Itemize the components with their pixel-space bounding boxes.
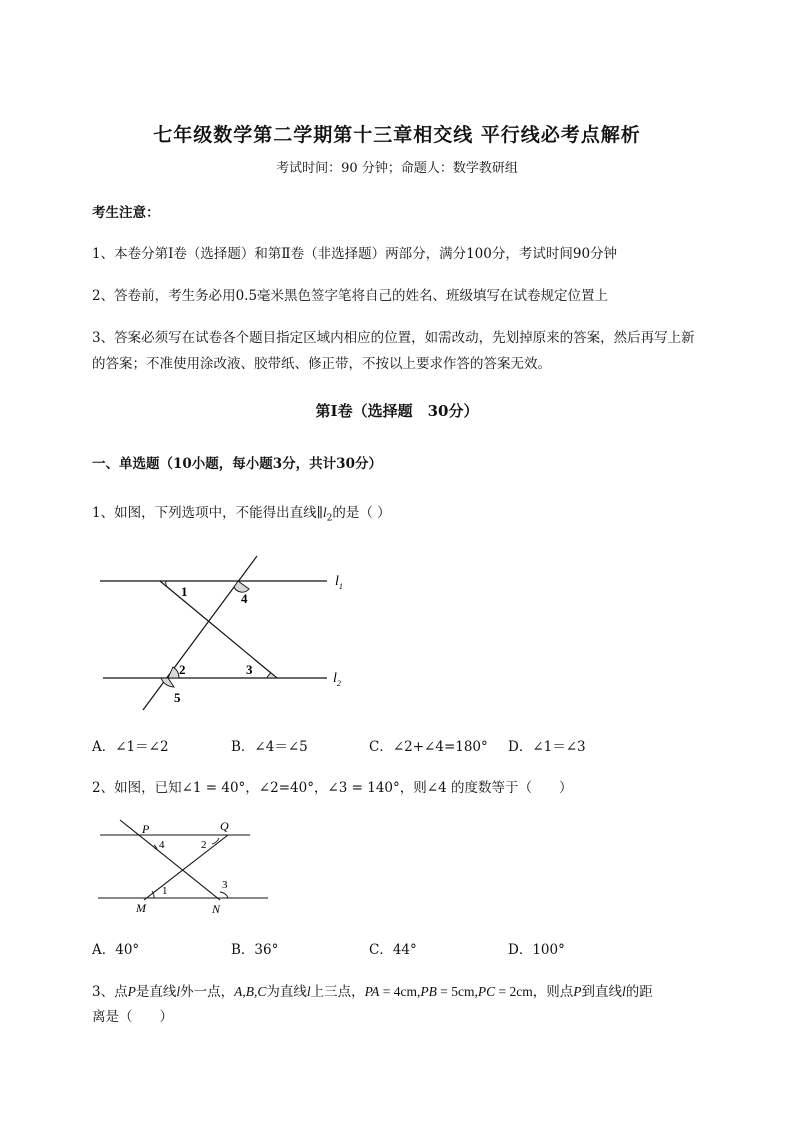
q1-option-c[interactable]: C．∠2+∠4=180°	[369, 739, 488, 755]
label-angle-1: 1	[162, 885, 168, 897]
label-l2: $l_2$	[333, 671, 341, 688]
notice-heading: 考生注意：	[92, 205, 160, 221]
point-q: Q	[220, 819, 229, 833]
q1-option-b[interactable]: B．∠4＝∠5	[231, 739, 308, 755]
line-mq	[144, 835, 228, 900]
label-2: 2	[179, 662, 186, 677]
notice-item-3-cont: 的答案；不准使用涂改液、胶带纸、修正带，不按以上要求作答的答案无效。	[92, 356, 551, 372]
label-l1: $l_1$	[335, 574, 343, 591]
label-1: 1	[181, 584, 188, 599]
label-4: 4	[241, 591, 248, 606]
notice-item-2: 2、答卷前，考生务必用0.5毫米黑色签字笔将自己的姓名、班级填写在试卷规定位置上	[92, 288, 609, 304]
label-angle-3: 3	[222, 879, 228, 891]
question-3-stem: 3、点P是直线l外一点，A,B,C为直线l上三点，PA = 4cm,PB = 5cm,PC = 2cm，则点P到直线l的距	[92, 984, 653, 1000]
section-title: 第Ⅰ卷（选择题 30分）	[315, 402, 479, 420]
label-angle-4: 4	[159, 839, 165, 851]
question-1-stem: 1、如图，下列选项中，不能得出直线$\parallel l_2$的是（ ）	[92, 505, 391, 524]
label-3: 3	[246, 662, 253, 677]
label-angle-2: 2	[201, 839, 207, 851]
question-3-stem-cont: 离是（ ）	[92, 1009, 173, 1025]
notice-item-1: 1、本卷分第Ⅰ卷（选择题）和第Ⅱ卷（非选择题）两部分，满分100分，考试时间90分钟	[92, 246, 618, 262]
exam-info: 考试时间：90 分钟；命题人：数学教研组	[276, 161, 518, 176]
angle-3-arc	[220, 892, 228, 898]
question-2-figure	[92, 814, 272, 920]
q2-option-a[interactable]: A．40°	[92, 942, 140, 958]
angle-2-mark	[168, 667, 179, 678]
notice-item-3: 3、答案必须写在试卷各个题目指定区域内相应的位置，如需改动，先划掉原来的答案，然后再写上新	[92, 330, 695, 346]
angle-3-mark	[267, 673, 277, 678]
q2-option-d[interactable]: D．100°	[508, 942, 565, 958]
q1-option-a[interactable]: A．∠1＝∠2	[92, 739, 169, 755]
angle-1-mark	[160, 581, 167, 587]
page-title: 七年级数学第二学期第十三章相交线 平行线必考点解析	[153, 124, 641, 146]
transversal-1	[143, 556, 257, 710]
q2-option-c[interactable]: C．44°	[369, 942, 417, 958]
q2-option-b[interactable]: B．36°	[231, 942, 279, 958]
label-5: 5	[174, 690, 181, 705]
line-pn	[120, 820, 220, 900]
question-2-stem: 2、如图，已知∠1 = 40°，∠2=40°，∠3 = 140°，则∠4 的度数等于（ ）	[92, 780, 573, 796]
point-m: M	[136, 901, 146, 915]
point-n: N	[212, 902, 221, 916]
part-title: 一、单选题（10小题，每小题3分，共计30分）	[92, 456, 382, 472]
q1-option-d[interactable]: D．∠1＝∠3	[508, 739, 586, 755]
point-p: P	[142, 822, 150, 836]
question-1-figure	[95, 548, 365, 718]
